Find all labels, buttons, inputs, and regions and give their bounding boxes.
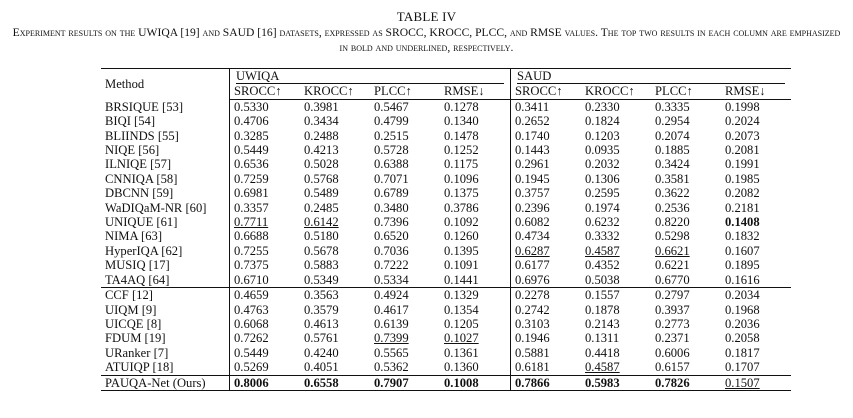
metric-value-cell: 0.2954 xyxy=(655,114,690,129)
metric-value-cell: 0.1441 xyxy=(444,272,479,287)
metric-value-cell: 0.1885 xyxy=(655,143,690,158)
metric-value-cell: 0.3981 xyxy=(304,99,339,114)
metric-value-cell: 0.2485 xyxy=(304,200,339,215)
metric-value-cell: 0.6520 xyxy=(374,229,409,244)
metric-value-cell: 0.2074 xyxy=(655,128,690,143)
table-row xyxy=(101,258,791,272)
metric-value-cell: 0.4587 xyxy=(585,360,620,375)
metric-value-cell: 0.3411 xyxy=(511,99,582,114)
metric-value-cell: 0.1252 xyxy=(444,143,479,158)
metric-value-cell: 0.4924 xyxy=(370,288,440,303)
metric-value-cell: 0.3937 xyxy=(655,302,690,317)
metric-value-cell: 0.6981 xyxy=(230,186,301,200)
method-name-cell: NIMA [63] xyxy=(105,229,163,244)
metric-value-cell: 0.3285 xyxy=(230,129,301,143)
metric-value-cell: 0.1998 xyxy=(725,99,760,114)
metric-value-cell: 0.2797 xyxy=(651,288,721,303)
metric-value-cell: 0.3757 xyxy=(511,186,582,200)
table-row xyxy=(101,215,791,229)
metric-value-cell: 0.1354 xyxy=(444,302,479,317)
metric-value-cell: 0.7262 xyxy=(230,331,301,345)
metric-value-cell: 0.5330 xyxy=(230,99,301,114)
metric-value-cell: 0.4051 xyxy=(304,360,339,375)
metric-header: RMSE↓ xyxy=(721,84,791,99)
metric-value-cell: 0.7255 xyxy=(230,244,301,258)
metric-value-cell: 0.7399 xyxy=(374,331,409,346)
table-row xyxy=(101,244,791,258)
metric-value-cell: 0.6181 xyxy=(511,360,582,375)
method-column-header: Method xyxy=(101,69,230,100)
metric-value-cell: 0.7396 xyxy=(374,215,409,230)
table-row xyxy=(101,331,791,345)
method-name-cell: UICQE [8] xyxy=(105,316,162,331)
metric-value-cell: 0.2058 xyxy=(725,331,760,346)
metric-value-cell: 0.2396 xyxy=(511,201,582,215)
metric-value-cell: 0.0935 xyxy=(585,143,620,158)
metric-value-cell: 0.6688 xyxy=(230,229,301,243)
metric-value-cell: 0.2181 xyxy=(725,200,760,215)
metric-value-cell: 0.1707 xyxy=(725,360,760,375)
metric-value-cell: 0.1091 xyxy=(444,258,479,273)
metric-value-cell: 0.3434 xyxy=(304,114,339,129)
metric-value-cell: 0.6177 xyxy=(511,258,582,272)
metric-value-cell: 0.2073 xyxy=(725,128,760,143)
metric-value-cell: 0.1395 xyxy=(444,243,479,258)
method-name-cell: WaDIQaM-NR [60] xyxy=(105,200,207,215)
metric-value-cell: 0.7711 xyxy=(230,215,301,229)
metric-value-cell: 0.1817 xyxy=(725,345,760,360)
metric-value-cell: 0.5883 xyxy=(304,258,339,273)
metric-value-cell: 0.3563 xyxy=(300,288,370,303)
metric-value-cell: 0.1945 xyxy=(511,172,582,186)
metric-value-cell: 0.1361 xyxy=(444,345,479,360)
results-table-body xyxy=(101,99,791,390)
metric-value-cell: 0.1260 xyxy=(444,229,479,244)
results-table xyxy=(101,68,791,391)
metric-value-cell: 0.5038 xyxy=(585,272,620,287)
metric-value-cell: 0.2961 xyxy=(511,157,582,171)
metric-value-cell: 0.1478 xyxy=(444,128,479,143)
metric-value-cell: 0.1443 xyxy=(511,143,582,157)
metric-value-cell: 0.1375 xyxy=(444,186,479,201)
metric-value-cell: 0.6139 xyxy=(374,316,409,331)
metric-value-cell: 0.6157 xyxy=(655,360,690,375)
metric-header: SROCC↑ xyxy=(511,84,582,99)
metric-value-cell: 0.8006 xyxy=(230,375,301,390)
table-row xyxy=(101,375,791,390)
table-row xyxy=(101,99,791,114)
metric-header: PLCC↑ xyxy=(651,84,721,99)
table-row xyxy=(101,273,791,288)
metric-value-cell: 0.5362 xyxy=(374,360,409,375)
metric-value-cell: 0.5269 xyxy=(230,360,301,375)
method-name-cell: CNNIQA [58] xyxy=(105,171,178,186)
method-name-cell: PAUQA-Net (Ours) xyxy=(101,375,230,390)
metric-value-cell: 0.5983 xyxy=(581,375,651,390)
table-row xyxy=(101,346,791,360)
metric-value-cell: 0.7826 xyxy=(651,375,721,390)
metric-value-cell: 0.6789 xyxy=(374,186,409,201)
metric-value-cell: 0.4734 xyxy=(511,229,582,243)
metric-value-cell: 0.1203 xyxy=(585,128,620,143)
metric-value-cell: 0.2082 xyxy=(725,186,760,201)
metric-value-cell: 0.1096 xyxy=(444,171,479,186)
table-row xyxy=(101,157,791,171)
method-name-cell: UIQM [9] xyxy=(105,302,157,317)
metric-value-cell: 0.1306 xyxy=(585,171,620,186)
metric-value-cell: 0.6536 xyxy=(230,157,301,171)
metric-value-cell: 0.5728 xyxy=(374,143,409,158)
metric-value-cell: 0.5467 xyxy=(374,99,409,114)
metric-value-cell: 0.8220 xyxy=(655,215,690,230)
metric-value-cell: 0.1340 xyxy=(444,114,479,129)
metric-value-cell: 0.7866 xyxy=(511,375,582,390)
metric-value-cell: 0.6621 xyxy=(655,243,690,258)
metric-value-cell: 0.5449 xyxy=(230,143,301,157)
method-name-cell: ILNIQE [57] xyxy=(105,157,172,172)
method-name-cell: UNIQUE [61] xyxy=(105,215,178,230)
method-name-cell: HyperIQA [62] xyxy=(105,243,183,258)
method-name-cell: DBCNN [59] xyxy=(105,186,174,201)
metric-header: KROCC↑ xyxy=(581,84,651,99)
metric-header: PLCC↑ xyxy=(370,84,440,99)
metric-value-cell: 0.5881 xyxy=(511,346,582,360)
metric-value-cell: 0.3786 xyxy=(444,200,479,215)
metric-value-cell: 0.2515 xyxy=(374,128,409,143)
metric-value-cell: 0.5761 xyxy=(304,331,339,346)
metric-value-cell: 0.5565 xyxy=(374,345,409,360)
method-name-cell: MUSIQ [17] xyxy=(105,258,170,273)
metric-value-cell: 0.1985 xyxy=(725,171,760,186)
method-name-cell: CCF [12] xyxy=(101,288,230,303)
table-row xyxy=(101,143,791,157)
metric-value-cell: 0.3480 xyxy=(374,200,409,215)
table-row xyxy=(101,172,791,186)
table-row xyxy=(101,229,791,243)
method-name-cell: FDUM [19] xyxy=(105,331,166,346)
metric-value-cell: 0.2081 xyxy=(725,143,760,158)
table-label: TABLE IV xyxy=(396,9,457,24)
metric-value-cell: 0.7907 xyxy=(370,375,440,390)
metric-value-cell: 0.4213 xyxy=(304,143,339,158)
metric-value-cell: 0.5180 xyxy=(304,229,339,244)
group-header-uwiqa: UWIQA xyxy=(230,69,511,85)
metric-value-cell: 0.1557 xyxy=(581,288,651,303)
metric-value-cell: 0.4418 xyxy=(585,345,620,360)
metric-value-cell: 0.5349 xyxy=(304,272,339,287)
metric-value-cell: 0.4352 xyxy=(585,258,620,273)
table-row xyxy=(101,360,791,375)
metric-value-cell: 0.2652 xyxy=(511,114,582,128)
metric-value-cell: 0.5678 xyxy=(304,243,339,258)
table-row xyxy=(101,186,791,200)
metric-value-cell: 0.1616 xyxy=(725,272,760,287)
table-row xyxy=(101,114,791,128)
metric-value-cell: 0.2143 xyxy=(585,316,620,331)
metric-value-cell: 0.2330 xyxy=(585,99,620,114)
metric-value-cell: 0.5028 xyxy=(304,157,339,172)
metric-value-cell: 0.1824 xyxy=(585,114,620,129)
metric-value-cell: 0.1507 xyxy=(721,375,791,390)
metric-value-cell: 0.5489 xyxy=(304,186,339,201)
metric-value-cell: 0.3357 xyxy=(230,201,301,215)
metric-value-cell: 0.6976 xyxy=(511,273,582,288)
metric-header: SROCC↑ xyxy=(230,84,301,99)
metric-value-cell: 0.2488 xyxy=(304,128,339,143)
metric-value-cell: 0.4659 xyxy=(230,288,301,303)
method-name-cell: ATUIQP [18] xyxy=(105,360,174,375)
metric-value-cell: 0.4617 xyxy=(374,302,409,317)
metric-value-cell: 0.5334 xyxy=(374,272,409,287)
metric-value-cell: 0.1329 xyxy=(440,288,511,303)
method-name-cell: BLIINDS [55] xyxy=(105,128,179,143)
table-row xyxy=(101,129,791,143)
method-name-cell: BIQI [54] xyxy=(105,114,156,129)
metric-header: KROCC↑ xyxy=(300,84,370,99)
metric-value-cell: 0.4799 xyxy=(374,114,409,129)
metric-value-cell: 0.1968 xyxy=(725,302,760,317)
metric-value-cell: 0.6558 xyxy=(300,375,370,390)
metric-value-cell: 0.2034 xyxy=(721,288,791,303)
metric-value-cell: 0.1278 xyxy=(444,99,479,114)
metric-value-cell: 0.3581 xyxy=(655,171,690,186)
metric-value-cell: 0.6232 xyxy=(585,215,620,230)
metric-value-cell: 0.1008 xyxy=(440,375,511,390)
metric-value-cell: 0.2595 xyxy=(585,186,620,201)
metric-header: RMSE↓ xyxy=(440,84,511,99)
metric-value-cell: 0.7375 xyxy=(230,258,301,272)
metric-value-cell: 0.6221 xyxy=(655,258,690,273)
metric-value-cell: 0.1205 xyxy=(444,316,479,331)
metric-value-cell: 0.2278 xyxy=(511,288,582,303)
method-name-cell: TA4AQ [64] xyxy=(105,272,170,287)
metric-value-cell: 0.7036 xyxy=(374,243,409,258)
metric-value-cell: 0.2032 xyxy=(585,157,620,172)
metric-value-cell: 0.4240 xyxy=(304,345,339,360)
metric-value-cell: 0.6710 xyxy=(230,273,301,288)
metric-value-cell: 0.6388 xyxy=(374,157,409,172)
metric-value-cell: 0.4706 xyxy=(230,114,301,128)
metric-value-cell: 0.7259 xyxy=(230,172,301,186)
metric-value-cell: 0.1991 xyxy=(725,157,760,172)
method-name-cell: NIQE [56] xyxy=(105,143,160,158)
metric-value-cell: 0.7222 xyxy=(374,258,409,273)
metric-value-cell: 0.7071 xyxy=(374,171,409,186)
metric-value-cell: 0.1092 xyxy=(444,215,479,230)
method-name-cell: URanker [7] xyxy=(105,345,169,360)
metric-value-cell: 0.1946 xyxy=(511,331,582,345)
metric-value-cell: 0.6287 xyxy=(511,244,582,258)
metric-value-cell: 0.5768 xyxy=(304,171,339,186)
metric-value-cell: 0.5449 xyxy=(230,346,301,360)
metric-value-cell: 0.1740 xyxy=(511,129,582,143)
table-row xyxy=(101,317,791,331)
metric-value-cell: 0.1027 xyxy=(444,331,479,346)
metric-value-cell: 0.1607 xyxy=(725,243,760,258)
metric-value-cell: 0.2742 xyxy=(511,303,582,317)
metric-value-cell: 0.1832 xyxy=(725,229,760,244)
table-row xyxy=(101,288,791,303)
metric-value-cell: 0.2371 xyxy=(655,331,690,346)
metric-value-cell: 0.4763 xyxy=(230,303,301,317)
metric-value-cell: 0.3622 xyxy=(655,186,690,201)
metric-value-cell: 0.3103 xyxy=(511,317,582,331)
metric-value-cell: 0.2036 xyxy=(725,316,760,331)
table-caption: Experiment results on the UWIQA [19] and SAUD [16] datasets, expressed as SROCC, KROCC, PLCC, and RMSE values. The top two results in each column are emphasized in bold and underlined, respectively. xyxy=(12,26,841,54)
table-row xyxy=(101,303,791,317)
method-name-cell: BRSIQUE [53] xyxy=(105,99,184,114)
metric-value-cell: 0.2024 xyxy=(725,114,760,129)
metric-value-cell: 0.3335 xyxy=(655,99,690,114)
metric-value-cell: 0.1360 xyxy=(444,360,479,375)
metric-value-cell: 0.6006 xyxy=(655,345,690,360)
metric-value-cell: 0.5298 xyxy=(655,229,690,244)
metric-value-cell: 0.1175 xyxy=(444,157,479,172)
metric-value-cell: 0.3579 xyxy=(304,302,339,317)
table-row xyxy=(101,201,791,215)
metric-value-cell: 0.3332 xyxy=(585,229,620,244)
metric-value-cell: 0.3424 xyxy=(655,157,690,172)
metric-value-cell: 0.6142 xyxy=(304,215,339,230)
metric-value-cell: 0.1408 xyxy=(725,215,760,230)
metric-value-cell: 0.2536 xyxy=(655,200,690,215)
metric-value-cell: 0.4587 xyxy=(585,243,620,258)
group-header-saud: SAUD xyxy=(511,69,792,85)
metric-value-cell: 0.1895 xyxy=(725,258,760,273)
metric-value-cell: 0.1974 xyxy=(585,200,620,215)
metric-value-cell: 0.6068 xyxy=(230,317,301,331)
metric-value-cell: 0.1878 xyxy=(585,302,620,317)
metric-value-cell: 0.1311 xyxy=(585,331,620,346)
metric-value-cell: 0.2773 xyxy=(655,316,690,331)
metric-value-cell: 0.6770 xyxy=(655,272,690,287)
metric-value-cell: 0.4613 xyxy=(304,316,339,331)
metric-value-cell: 0.6082 xyxy=(511,215,582,229)
